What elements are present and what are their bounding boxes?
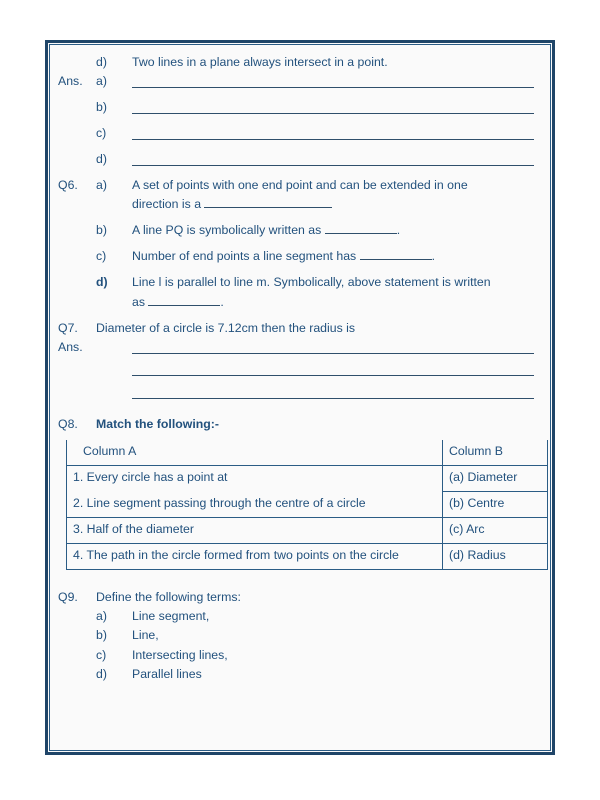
match-right-4: (d) Radius [443, 544, 548, 570]
q8-title: Match the following:- [96, 417, 219, 432]
q6-item-a-label: a) [96, 178, 107, 193]
column-b-header: Column B [443, 440, 548, 465]
q6-item-d-text [132, 273, 542, 311]
q9-item-d [58, 665, 542, 684]
q7-answer-row-1 [58, 338, 542, 357]
q5-answer-blank-a[interactable] [132, 72, 542, 91]
q6-item-b-suffix: . [396, 223, 401, 238]
q9-prompt-text: Define the following terms: [96, 590, 241, 605]
q7-number: Q7. [58, 320, 78, 335]
q6-item-d-line1: Line l is parallel to line m. Symbolically, above statement is written [132, 275, 491, 290]
q7-answer-blank-1[interactable] [132, 338, 542, 357]
q6-item-b-label: b) [96, 223, 107, 238]
match-left-4: 4. The path in the circle formed from two points on the circle [67, 544, 443, 570]
q6-item-d-label: d) [96, 275, 108, 290]
match-left-1: 1. Every circle has a point at [67, 466, 443, 492]
match-left-3: 3. Half of the diameter [67, 518, 443, 544]
q9-item-d-text: Parallel lines [132, 666, 202, 681]
table-row[interactable] [67, 518, 548, 544]
q9-item-c-label: c) [96, 647, 107, 662]
match-right-1: (a) Diameter [443, 466, 548, 492]
match-right-2: (b) Centre [443, 492, 548, 518]
q6-item-b [58, 221, 542, 240]
q5-answer-blank-c[interactable] [132, 124, 542, 143]
q6-item-c-text [132, 247, 542, 266]
q9-item-a [58, 607, 542, 626]
q5-answer-label-c: c) [96, 126, 107, 141]
q6-item-c-prefix: Number of end points a line segment has [132, 249, 360, 264]
q9-item-c [58, 646, 542, 665]
table-row[interactable] [67, 544, 548, 570]
q9-number: Q9. [58, 590, 78, 605]
q8-title-row [58, 415, 542, 434]
q5-answer-row-c [58, 124, 542, 143]
q6-item-d-line2-prefix: as [132, 294, 149, 309]
match-right-3: (c) Arc [443, 518, 548, 544]
q6-item-c-blank[interactable] [360, 259, 432, 260]
q6-item-a-line2-prefix: direction is a [132, 197, 205, 212]
q6-item-d-line2-suffix: . [220, 294, 224, 309]
q5-item-d-text: Two lines in a plane always intersect in a point. [132, 55, 388, 69]
q9-item-b-label: b) [96, 628, 107, 643]
q7-answer-blank-3[interactable] [132, 380, 542, 403]
match-left-2: 2. Line segment passing through the centre of a circle [67, 492, 443, 518]
q5-answer-label: Ans. [58, 74, 83, 89]
q5-item-d [58, 53, 542, 72]
table-row[interactable] [67, 466, 548, 492]
q5-answer-row-a [58, 72, 542, 91]
q9-item-b [58, 626, 542, 645]
q8-match-table-wrap [66, 440, 548, 570]
q7-question-text: Diameter of a circle is 7.12cm then the radius is [96, 320, 356, 335]
q6-item-c-label: c) [96, 249, 107, 264]
q7-answer-label: Ans. [58, 339, 83, 354]
q5-answer-label-b: b) [96, 100, 107, 115]
worksheet-page-inner-border [49, 44, 551, 751]
q5-answer-row-d [58, 150, 542, 169]
q5-answer-blank-d[interactable] [132, 150, 542, 169]
q5-answer-label-a: a) [96, 74, 107, 89]
column-a-header: Column A [67, 440, 443, 465]
table-header-row [67, 440, 548, 465]
q9-item-c-text: Intersecting lines, [132, 647, 228, 662]
q7-answer-blank-2[interactable] [132, 357, 542, 380]
q5-answer-row-b [58, 98, 542, 117]
q6-item-d-blank[interactable] [148, 305, 220, 306]
q9-item-a-text: Line segment, [132, 609, 210, 624]
q6-item-c [58, 247, 542, 266]
worksheet-content [50, 45, 550, 750]
q7-question-row [58, 319, 542, 338]
q9-item-d-label: d) [96, 666, 107, 681]
q6-item-c-suffix: . [431, 249, 436, 264]
q6-item-a [58, 176, 542, 214]
q5-answer-blank-b[interactable] [132, 98, 542, 117]
q8-number: Q8. [58, 417, 78, 432]
table-row[interactable] [67, 492, 548, 518]
q6-item-a-text [132, 176, 542, 214]
q6-item-b-text [132, 221, 542, 240]
q6-item-b-blank[interactable] [325, 233, 397, 234]
q6-item-b-prefix: A line PQ is symbolically written as [132, 223, 325, 238]
q6-item-a-line1: A set of points with one end point and can be extended in one [132, 178, 468, 193]
q6-number: Q6. [58, 178, 78, 193]
worksheet-page-frame [45, 40, 555, 755]
q5-item-d-label: d) [96, 55, 107, 69]
q6-item-d [58, 273, 542, 311]
q5-answer-label-d: d) [96, 152, 107, 167]
q6-item-a-blank[interactable] [204, 207, 332, 208]
q9-prompt-row [58, 588, 542, 607]
q9-item-a-label: a) [96, 609, 107, 624]
q8-match-table [66, 440, 548, 570]
q9-item-b-text: Line, [132, 628, 159, 643]
